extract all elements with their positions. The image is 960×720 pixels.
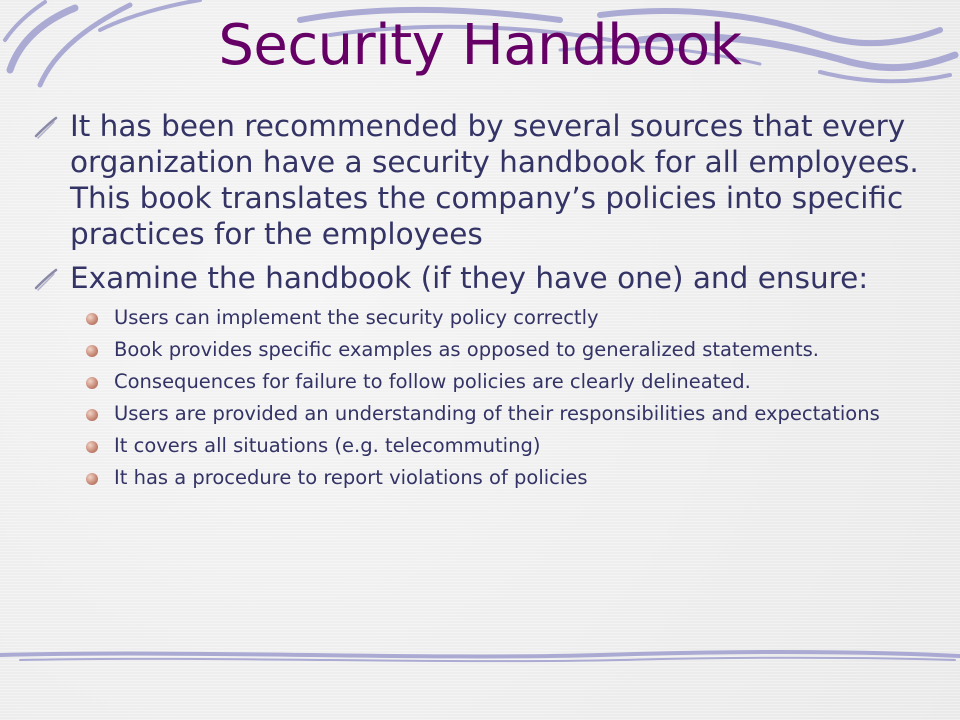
bullet-text: Examine the handbook (if they have one) and ensure:: [70, 261, 869, 295]
bullet-item: [34, 260, 934, 296]
sub-bullet-item: [34, 466, 934, 490]
slide-title: Security Handbook: [218, 13, 742, 78]
sub-bullet-text: Users can implement the security policy correctly: [114, 306, 599, 329]
quill-bullet-icon: [34, 116, 58, 140]
dot-bullet-icon: [86, 473, 98, 485]
sub-bullet-text: It covers all situations (e.g. telecommuting): [114, 434, 541, 457]
sub-bullet-text: It has a procedure to report violations of policies: [114, 466, 588, 489]
sub-bullet-item: [34, 402, 934, 426]
sub-bullet-item: [34, 338, 934, 362]
dot-bullet-icon: [86, 409, 98, 421]
sub-bullet-item: [34, 434, 934, 458]
sub-bullet-text: Users are provided an understanding of their responsibilities and expectations: [114, 402, 880, 425]
dot-bullet-icon: [86, 345, 98, 357]
sub-bullet-text: Consequences for failure to follow policies are clearly delineated.: [114, 370, 751, 393]
quill-bullet-icon: [34, 268, 58, 292]
sub-bullet-item: [34, 306, 934, 330]
dot-bullet-icon: [86, 313, 98, 325]
slide-content: [34, 108, 934, 498]
sub-bullet-list: [34, 306, 934, 490]
sub-bullet-text: Book provides specific examples as opposed to generalized statements.: [114, 338, 820, 361]
bullet-item: [34, 108, 934, 252]
dot-bullet-icon: [86, 441, 98, 453]
bullet-text: It has been recommended by several sources that every organization have a security handbook for all employees. This book translates the company’s policies into specific practices for the employees: [70, 109, 919, 251]
dot-bullet-icon: [86, 377, 98, 389]
sub-bullet-item: [34, 370, 934, 394]
